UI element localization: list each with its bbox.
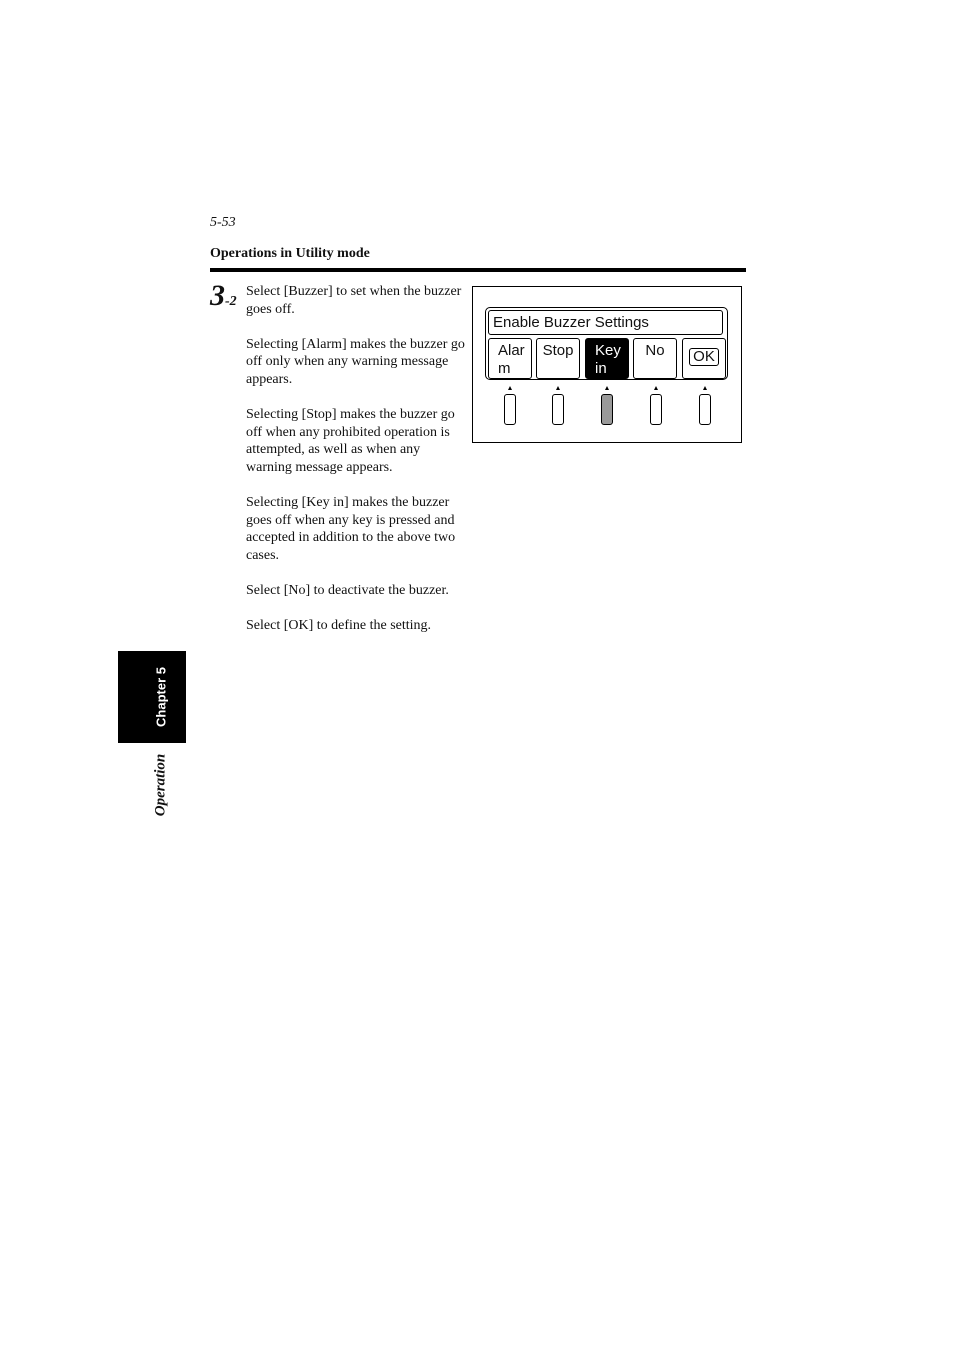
key-body [552, 394, 564, 425]
section-title: Operations in Utility mode [210, 246, 370, 261]
key-in-button-label-line2: in [595, 360, 607, 377]
alarm-button-label-line2: m [498, 360, 511, 377]
key-body [699, 394, 711, 425]
instruction-paragraph: Select [Buzzer] to set when the buzzer goes off. [246, 284, 462, 317]
selection-key-1[interactable] [504, 386, 516, 424]
alarm-button[interactable] [488, 338, 532, 379]
key-body [650, 394, 662, 425]
ok-button[interactable] [682, 338, 726, 379]
instruction-paragraph: Selecting [Stop] makes the buzzer go off when any prohibited operation is attempted, as well as when any warning message appears. [246, 407, 455, 475]
step-main-number: 3 [210, 279, 225, 312]
key-in-button-label-line1: Key [595, 342, 621, 359]
instruction-paragraph: Select [OK] to define the setting. [246, 618, 432, 634]
instruction-paragraph: Selecting [Key in] makes the buzzer goes off when any key is pressed and accepted in addition to the above two cases. [246, 495, 456, 563]
chapter-label: Chapter 5 [153, 667, 169, 727]
selection-key-2[interactable] [552, 386, 564, 424]
display-title: Enable Buzzer Settings [488, 310, 723, 335]
step-number [210, 281, 237, 317]
step-sub-number: -2 [225, 294, 237, 309]
arrow-up-icon [508, 386, 512, 390]
chapter-tab [118, 651, 186, 743]
arrow-up-icon [605, 386, 609, 390]
selection-key-5[interactable] [699, 386, 711, 424]
no-button[interactable] [633, 338, 677, 379]
instruction-paragraph: Selecting [Alarm] makes the buzzer go off only when any warning message appears. [246, 336, 465, 387]
selection-key-3[interactable] [601, 386, 613, 424]
instruction-paragraph: Select [No] to deactivate the buzzer. [246, 583, 449, 599]
selection-key-4[interactable] [650, 386, 662, 424]
stop-button-label: Stop [542, 342, 574, 359]
key-body [504, 394, 516, 425]
arrow-up-icon [556, 386, 560, 390]
lcd-display [485, 307, 728, 380]
arrow-up-icon [654, 386, 658, 390]
ok-button-label: OK [689, 348, 719, 366]
page-number: 5-53 [210, 215, 236, 230]
section-side-label: Operation [152, 753, 169, 817]
header-rule [210, 268, 746, 272]
key-body [601, 394, 613, 425]
instructions [246, 283, 468, 652]
stop-button[interactable] [536, 338, 580, 379]
no-button-label: No [645, 342, 665, 359]
key-in-button[interactable] [585, 338, 629, 379]
arrow-up-icon [703, 386, 707, 390]
alarm-button-label-line1: Alar [498, 342, 525, 359]
